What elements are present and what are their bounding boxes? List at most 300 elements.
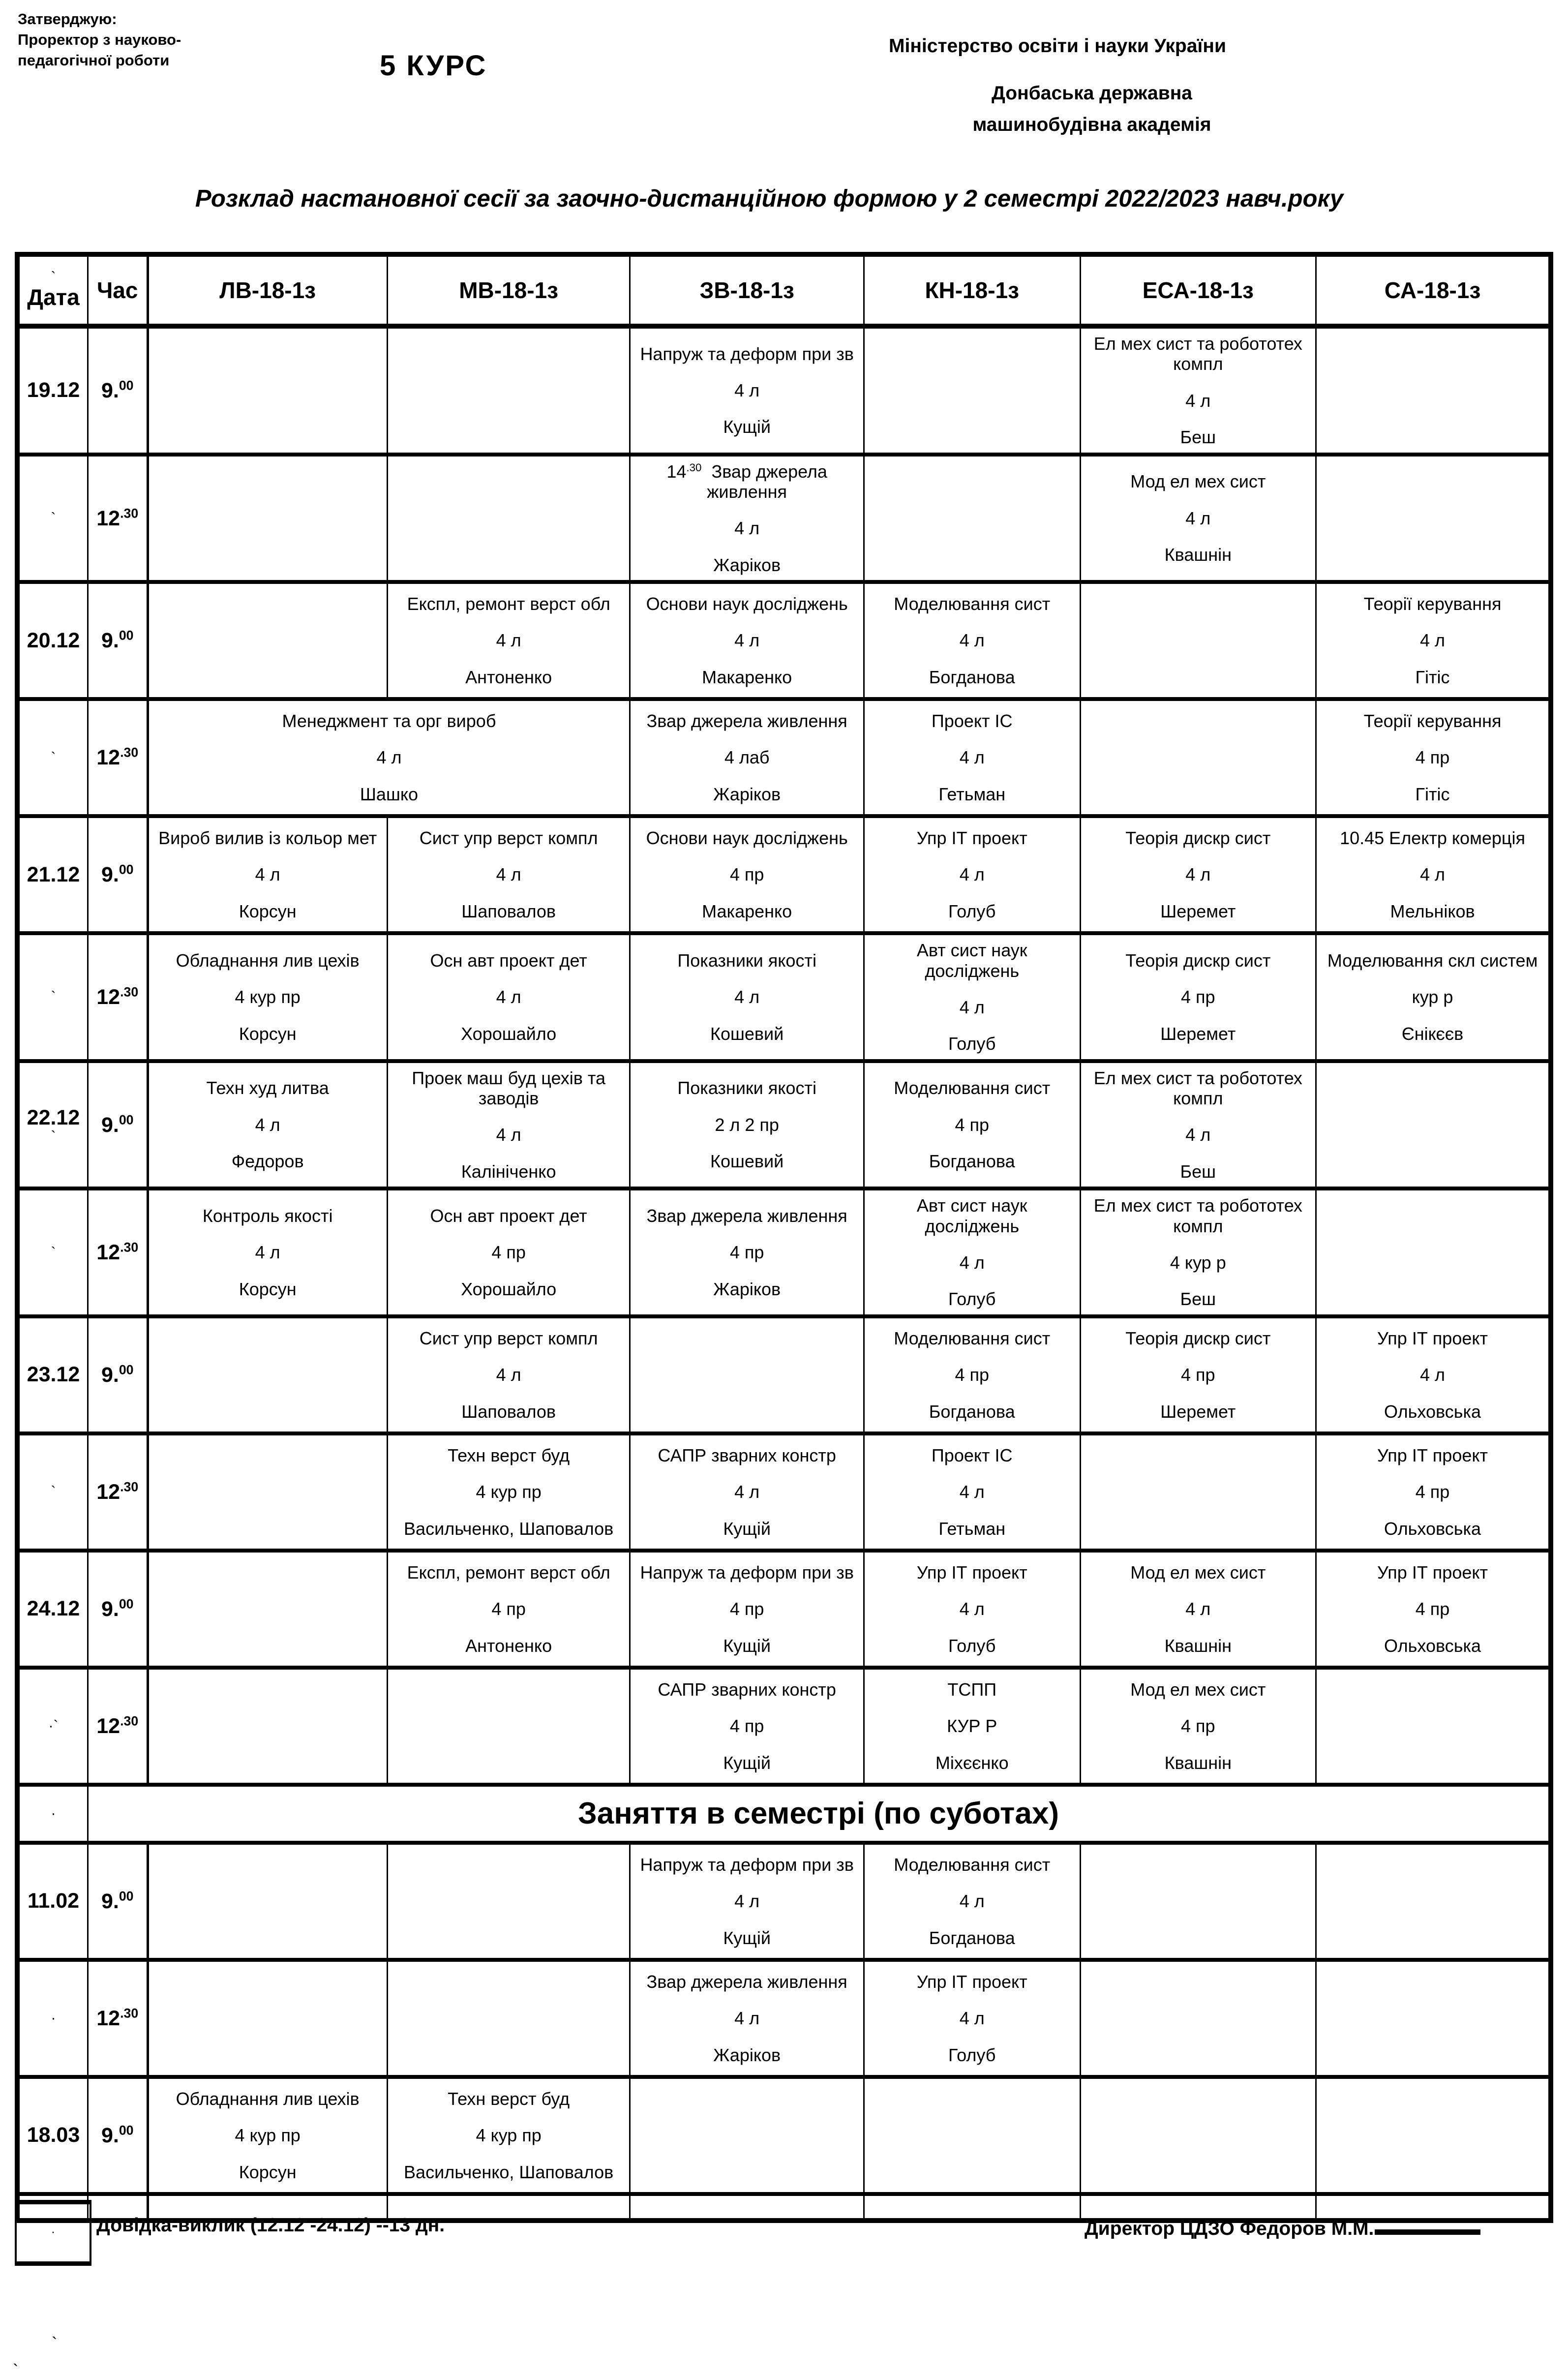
time-label: $12^{.30}$ xyxy=(96,1713,139,1738)
schedule-table xyxy=(15,252,1553,2223)
lesson-hours: 4 л xyxy=(1185,864,1211,885)
column-header-label: Дата xyxy=(27,284,80,310)
lesson xyxy=(149,2084,387,2187)
lesson-subject: Сист упр верст компл xyxy=(419,1328,598,1348)
lesson-cell xyxy=(630,1668,864,1785)
lesson-subject: Звар джерела живлення xyxy=(646,711,847,731)
lesson xyxy=(865,1850,1080,1953)
lesson-teacher: Міхєєнко xyxy=(935,1752,1009,1773)
footer-note: Довідка-виклик (12.12 -24.12) --13 дн. xyxy=(96,2215,445,2236)
lesson-hours: 4 пр xyxy=(1415,1599,1450,1619)
lesson-hours: 4 кур пр xyxy=(476,2125,542,2146)
lesson xyxy=(1081,329,1316,453)
lesson-subject: Теорія дискр сист xyxy=(1125,828,1271,849)
column-header-label: КН-18-1з xyxy=(925,277,1019,303)
lesson-subject: Моделювання сист xyxy=(894,1854,1051,1875)
lesson-hours: 4 л xyxy=(734,2008,760,2029)
time-label: 9.00 xyxy=(101,378,134,402)
time-cell xyxy=(88,933,148,1061)
lesson-cell-empty xyxy=(148,582,387,699)
lesson-hours: 4 пр xyxy=(1415,1482,1450,1502)
lesson-cell xyxy=(864,933,1080,1061)
lesson-teacher: Голуб xyxy=(948,2044,996,2065)
lesson xyxy=(149,1201,387,1304)
lesson-subject: Ел мех сист та робототех компл xyxy=(1093,1195,1302,1236)
lesson-hours: 4 л xyxy=(496,1125,521,1145)
lesson-subject: Упр ІТ проект xyxy=(916,1562,1027,1583)
lesson-teacher: Шеремет xyxy=(1160,1401,1236,1422)
lesson-cell xyxy=(1080,1061,1316,1189)
time-label: $12^{.30}$ xyxy=(96,2006,139,2030)
lesson xyxy=(865,935,1080,1059)
lesson-hours: 4 пр xyxy=(1181,1716,1215,1736)
lesson-cell xyxy=(864,1061,1080,1189)
table-row xyxy=(17,326,1551,455)
time-label: $12^{.30}$ xyxy=(96,1240,139,1265)
column-header-label: МВ-18-1з xyxy=(459,277,559,303)
lesson-cell xyxy=(387,582,630,699)
lesson-subject: Моделювання сист xyxy=(894,1078,1051,1098)
lesson xyxy=(865,589,1080,692)
scan-artifact: ` xyxy=(51,269,56,285)
time-superscript: 00 xyxy=(119,1596,134,1612)
lesson xyxy=(631,1440,863,1544)
lesson-cell-empty xyxy=(387,455,630,582)
lesson-cell xyxy=(1080,1188,1316,1316)
scan-artifact: · xyxy=(51,2224,56,2239)
lesson-subject: Теорія дискр сист xyxy=(1125,1328,1271,1348)
lesson xyxy=(388,823,630,926)
lesson-cell-empty xyxy=(1080,582,1316,699)
lesson-cell-empty xyxy=(148,1316,387,1433)
lesson-hours: 2 л 2 пр xyxy=(715,1114,779,1135)
lesson-cell xyxy=(630,933,864,1061)
lesson-hours: 4 л xyxy=(1185,390,1211,411)
time-cell xyxy=(88,1843,148,1960)
date-label: 19.12 xyxy=(27,378,80,402)
lesson xyxy=(631,339,863,442)
lesson-teacher: Жаріков xyxy=(713,1279,781,1299)
lesson-teacher: Кущій xyxy=(723,1635,771,1656)
lesson-cell xyxy=(1316,699,1551,816)
banner-row xyxy=(17,1785,1551,1843)
lesson-hours: 4 пр xyxy=(955,1365,989,1385)
table-header xyxy=(17,254,1551,326)
lesson-subject: Теорії керування xyxy=(1363,711,1502,731)
time-superscript: 00 xyxy=(119,1889,134,1904)
lesson-cell xyxy=(148,1188,387,1316)
time-label: $12^{.30}$ xyxy=(96,745,139,770)
date-label: 21.12 xyxy=(27,862,80,886)
time-cell xyxy=(88,816,148,933)
scan-artifact: · xyxy=(51,1805,56,1822)
lesson-subject: Упр ІТ проект xyxy=(1377,1445,1488,1465)
lesson-cell xyxy=(387,2077,630,2194)
lesson-hours: 4 л xyxy=(734,630,760,651)
lesson xyxy=(149,1073,387,1176)
lesson-subject: Експл, ремонт верст обл xyxy=(407,594,610,614)
time-cell xyxy=(88,1316,148,1433)
column-header-label: ЕСА-18-1з xyxy=(1142,277,1254,303)
time-label: $12^{.30}$ xyxy=(96,1479,139,1504)
lesson-teacher: Голуб xyxy=(948,1289,996,1310)
lesson-subject: Ел мех сист та робототех компл xyxy=(1093,334,1302,374)
lesson-cell xyxy=(148,933,387,1061)
time-label: 9.00 xyxy=(101,2123,134,2147)
lesson-hours: 4 л xyxy=(959,2008,985,2029)
lesson-teacher: Кошевий xyxy=(710,1151,784,1172)
lesson-hours: 4 кур р xyxy=(1170,1252,1226,1273)
lesson-cell xyxy=(864,1551,1080,1668)
lesson-cell xyxy=(864,1960,1080,2077)
lesson-teacher: Квашнін xyxy=(1164,1635,1232,1656)
lesson-hours: 4 кур пр xyxy=(235,2125,301,2146)
lesson xyxy=(1081,945,1316,1049)
lesson xyxy=(149,945,387,1049)
lesson-teacher: Шаповалов xyxy=(461,901,556,921)
time-label: 9.00 xyxy=(101,1596,134,1621)
time-superscript: .30 xyxy=(120,745,139,760)
lesson-teacher: Васильченко, Шаповалов xyxy=(404,1518,614,1539)
lesson-cell-empty xyxy=(387,326,630,455)
table-row xyxy=(17,1433,1551,1551)
approval-line: Проректор з науково- xyxy=(18,30,181,48)
scan-artifact: ` xyxy=(51,2198,56,2215)
lesson-subject: 10.45 Електр комерція xyxy=(1340,828,1525,849)
semester-banner-cell: Заняття в семестрі (по суботах) xyxy=(88,1785,1551,1843)
lesson-subject: Техн верст буд xyxy=(448,1445,570,1465)
lesson-cell-empty xyxy=(148,1433,387,1551)
table-row xyxy=(17,699,1551,816)
lesson-hours: 4 л xyxy=(734,1482,760,1502)
lesson-cell-empty xyxy=(387,1960,630,2077)
lesson-cell xyxy=(1080,933,1316,1061)
date-cell xyxy=(17,1843,88,1960)
time-cell xyxy=(88,582,148,699)
lesson-cell xyxy=(387,1551,630,1668)
lesson-teacher: Шаповалов xyxy=(461,1401,556,1422)
lesson-subject: Обладнання лив цехів xyxy=(176,950,360,971)
lesson-cell xyxy=(864,699,1080,816)
date-cell xyxy=(17,326,88,455)
lesson xyxy=(1317,945,1548,1049)
date-cell xyxy=(17,1188,88,1316)
table-row xyxy=(17,1843,1551,1960)
time-label: $12^{.30}$ xyxy=(96,506,139,530)
lesson-teacher: Хорошайло xyxy=(461,1023,557,1044)
date-label: 11.02 xyxy=(27,1889,80,1913)
lesson-subject: Моделювання сист xyxy=(894,1328,1051,1348)
lesson-cell-empty xyxy=(1080,1433,1316,1551)
lesson-subject: Техн худ литва xyxy=(206,1078,329,1098)
lesson-cell xyxy=(1316,1316,1551,1433)
lesson-hours: 4 л xyxy=(959,1599,985,1619)
lesson-cell xyxy=(1080,1551,1316,1668)
lesson-teacher: Корсун xyxy=(239,901,297,921)
scan-artifact: ` xyxy=(52,2334,58,2353)
lesson-cell xyxy=(864,1433,1080,1551)
lesson-cell-empty xyxy=(864,455,1080,582)
lesson-cell xyxy=(630,1843,864,1960)
lesson-subject: Упр ІТ проект xyxy=(916,828,1027,849)
date-cell xyxy=(17,933,88,1061)
date-label: 23.12 xyxy=(27,1363,80,1387)
time-label: 9.00 xyxy=(101,1112,134,1137)
date-cell xyxy=(17,699,88,816)
column-header-Час xyxy=(88,254,148,326)
time-superscript: .30 xyxy=(120,1713,139,1729)
lesson-cell xyxy=(864,582,1080,699)
lesson xyxy=(1081,1557,1316,1661)
lesson-cell xyxy=(864,1843,1080,1960)
lesson-hours: КУР Р xyxy=(947,1716,997,1736)
lesson-subject: Ел мех сист та робототех компл xyxy=(1093,1067,1302,1109)
lesson-hours: 4 л xyxy=(255,1242,280,1263)
lesson-teacher: Хорошайло xyxy=(461,1279,557,1299)
lesson-hours: 4 л xyxy=(1185,1125,1211,1145)
lesson-hours: 4 л xyxy=(496,864,521,885)
time-cell xyxy=(88,1433,148,1551)
lesson xyxy=(1081,1190,1316,1314)
scan-artifact: ` xyxy=(13,2361,19,2376)
lesson-subject: Проект ІС xyxy=(931,1445,1013,1465)
scan-artifact: ` xyxy=(51,1484,56,1500)
lesson-subject: Упр ІТ проект xyxy=(916,1971,1027,1992)
lesson-subject: Звар джерела живлення xyxy=(646,1205,847,1226)
lesson-hours: 4 л xyxy=(1420,1365,1446,1385)
table-row xyxy=(17,1551,1551,1668)
lesson-hours: 4 л xyxy=(734,380,760,401)
lesson-teacher: Антоненко xyxy=(465,667,552,687)
lesson-hours: 4 л xyxy=(1185,508,1211,528)
lesson xyxy=(388,1201,630,1304)
lesson-cell xyxy=(630,699,864,816)
lesson xyxy=(865,1967,1080,2070)
time-cell xyxy=(88,1960,148,2077)
time-superscript: 00 xyxy=(119,2123,134,2138)
lesson-subject: Напруж та деформ при зв xyxy=(640,343,854,364)
time-superscript: 00 xyxy=(119,628,134,643)
column-header-ЕСА-18-1з xyxy=(1080,254,1316,326)
lesson-teacher: Беш xyxy=(1180,1289,1216,1310)
lesson-teacher: Голуб xyxy=(948,901,996,921)
lesson-cell xyxy=(1316,1551,1551,1668)
time-label: 9.00 xyxy=(101,862,134,887)
lesson-cell xyxy=(148,816,387,933)
table-row xyxy=(17,455,1551,582)
lesson xyxy=(1081,1323,1316,1427)
lesson-hours: 4 л xyxy=(959,864,985,885)
lesson-teacher: Голуб xyxy=(948,1635,996,1656)
table-row xyxy=(17,1668,1551,1785)
lesson-cell-empty xyxy=(1316,1960,1551,2077)
lesson-hours: 4 л xyxy=(959,747,985,768)
academy-line: Донбаська державна xyxy=(992,83,1192,104)
lesson-hours: 4 пр xyxy=(729,1242,764,1263)
lesson-cell-empty xyxy=(1316,1668,1551,1785)
table-row xyxy=(17,933,1551,1061)
lesson-teacher: Кущій xyxy=(723,1927,771,1948)
lesson xyxy=(388,589,630,692)
lesson-teacher: Мельніков xyxy=(1390,901,1475,921)
lesson-cell-empty xyxy=(1080,1843,1316,1960)
lesson-teacher: Голуб xyxy=(948,1034,996,1054)
date-cell xyxy=(17,582,88,699)
lesson xyxy=(388,2084,630,2187)
lesson-teacher: Квашнін xyxy=(1164,1752,1232,1773)
lesson-cell xyxy=(387,1316,630,1433)
lesson xyxy=(865,1323,1080,1427)
lesson-hours: 4 л xyxy=(1420,864,1446,885)
lesson-subject: Менеджмент та орг вироб xyxy=(282,711,496,731)
table-row xyxy=(17,1188,1551,1316)
time-superscript: .30 xyxy=(686,461,702,474)
time-label: $12^{.30}$ xyxy=(96,984,139,1009)
lesson xyxy=(865,1675,1080,1778)
lesson-subject: $14^{.30}$ Звар джерела живлення xyxy=(666,461,827,502)
scan-artifact: ·` xyxy=(48,1718,59,1735)
lesson-cell xyxy=(864,1668,1080,1785)
lesson-hours: 4 пр xyxy=(729,1599,764,1619)
lesson-teacher: Шеремет xyxy=(1160,1023,1236,1044)
lesson-hours: 4 л xyxy=(959,1252,985,1273)
lesson-subject: Моделювання сист xyxy=(894,594,1051,614)
lesson-subject: Показники якості xyxy=(677,950,816,971)
lesson xyxy=(631,457,863,580)
lesson-cell xyxy=(630,1433,864,1551)
date-cell xyxy=(17,816,88,933)
date-label: 18.03 xyxy=(27,2123,80,2147)
lesson xyxy=(865,1073,1080,1176)
lesson xyxy=(1317,706,1548,809)
lesson-cell xyxy=(1316,1433,1551,1551)
lesson-cell xyxy=(1316,582,1551,699)
lesson-cell-empty xyxy=(1316,1188,1551,1316)
lesson-subject: Сист упр верст компл xyxy=(419,828,598,849)
lesson xyxy=(1081,1063,1316,1187)
lesson-cell xyxy=(630,582,864,699)
lesson-hours: 4 пр xyxy=(1181,987,1215,1007)
time-cell xyxy=(88,2077,148,2194)
time-cell xyxy=(88,1188,148,1316)
table-row xyxy=(17,2077,1551,2194)
lesson xyxy=(388,1557,630,1661)
lesson-teacher: Богданова xyxy=(929,1927,1015,1948)
lesson xyxy=(388,1063,630,1187)
date-cell xyxy=(17,1668,88,1785)
lesson-subject: Основи наук досліджень xyxy=(646,828,848,849)
lesson-hours: 4 л xyxy=(496,630,521,651)
time-cell xyxy=(88,699,148,816)
lesson-cell-empty xyxy=(864,2077,1080,2194)
lesson xyxy=(631,1201,863,1304)
time-label: 9.00 xyxy=(101,1889,134,1913)
time-superscript: .30 xyxy=(120,506,139,521)
lesson xyxy=(149,706,630,809)
lesson-hours: кур р xyxy=(1412,987,1453,1007)
lesson-cell-empty xyxy=(148,1668,387,1785)
lesson-teacher: Макаренко xyxy=(702,667,792,687)
header-row xyxy=(17,254,1551,326)
footer-box xyxy=(15,2200,91,2266)
lesson-teacher: Кущій xyxy=(723,1752,771,1773)
lesson-teacher: Шашко xyxy=(360,784,418,804)
lesson-cell xyxy=(387,1433,630,1551)
approval-block xyxy=(18,9,181,71)
lesson-hours: 4 пр xyxy=(491,1242,526,1263)
lesson-cell-empty xyxy=(1316,1843,1551,1960)
lesson-subject: САПР зварних констр xyxy=(658,1445,836,1465)
lesson-subject: Основи наук досліджень xyxy=(646,594,848,614)
lesson xyxy=(865,823,1080,926)
lesson-cell-empty xyxy=(148,1843,387,1960)
lesson-subject: Проек маш буд цехів та заводів xyxy=(412,1067,605,1109)
lesson-subject: Проект ІС xyxy=(931,711,1013,731)
lesson-cell-empty xyxy=(148,1960,387,2077)
date-cell xyxy=(17,1960,88,2077)
lesson xyxy=(865,1557,1080,1661)
time-superscript: 00 xyxy=(119,1112,134,1127)
date-cell xyxy=(17,1061,88,1189)
lesson-teacher: Кущій xyxy=(723,1518,771,1539)
table-row xyxy=(17,816,1551,933)
time-superscript: .30 xyxy=(120,1240,139,1255)
lesson-subject: Звар джерела живлення xyxy=(646,1971,847,1992)
lesson-cell xyxy=(148,699,630,816)
lesson-teacher: Ольховська xyxy=(1384,1518,1481,1539)
lesson-teacher: Гетьман xyxy=(938,784,1006,804)
lesson-cell xyxy=(387,933,630,1061)
time-superscript: .30 xyxy=(120,1479,139,1494)
lesson xyxy=(631,1850,863,1953)
lesson-teacher: Шеремет xyxy=(1160,901,1236,921)
scan-artifact: ` xyxy=(51,510,56,526)
lesson-teacher: Єнікєєв xyxy=(1401,1023,1464,1044)
lesson-cell-empty xyxy=(148,1551,387,1668)
lesson-cell xyxy=(387,816,630,933)
lesson-hours: 4 пр xyxy=(491,1599,526,1619)
lesson-hours: 4 л xyxy=(734,987,760,1007)
lesson-cell-empty xyxy=(1316,326,1551,455)
lesson-teacher: Беш xyxy=(1180,427,1216,448)
lesson xyxy=(149,823,387,926)
ministry-line: Міністерство освіти і науки України xyxy=(889,35,1226,57)
lesson-hours: 4 пр xyxy=(729,1716,764,1736)
approval-line: педагогічної роботи xyxy=(18,51,170,69)
lesson-cell xyxy=(630,455,864,582)
lesson-teacher: Гітіс xyxy=(1415,784,1450,804)
lesson xyxy=(388,1323,630,1427)
lesson-hours: 4 л xyxy=(734,1891,760,1912)
lesson-subject: Упр ІТ проект xyxy=(1377,1562,1488,1583)
lesson-cell-empty xyxy=(1316,1061,1551,1189)
lesson-hours: 4 пр xyxy=(1181,1365,1215,1385)
lesson-subject: Обладнання лив цехів xyxy=(176,2088,360,2109)
lesson-cell xyxy=(148,1061,387,1189)
lesson-hours: 4 л xyxy=(959,630,985,651)
lesson-hours: 4 л xyxy=(255,1114,280,1135)
column-header-КН-18-1з xyxy=(864,254,1080,326)
lesson xyxy=(631,1967,863,2070)
lesson-subject: САПР зварних констр xyxy=(658,1679,836,1700)
lesson xyxy=(631,945,863,1049)
lesson xyxy=(1317,1323,1548,1427)
signature-line xyxy=(1375,2215,1480,2235)
lesson-cell xyxy=(630,816,864,933)
lesson-subject: Осн авт проект дет xyxy=(430,1205,587,1226)
lesson-hours: 4 л xyxy=(496,987,521,1007)
director-signature xyxy=(1085,2215,1480,2240)
